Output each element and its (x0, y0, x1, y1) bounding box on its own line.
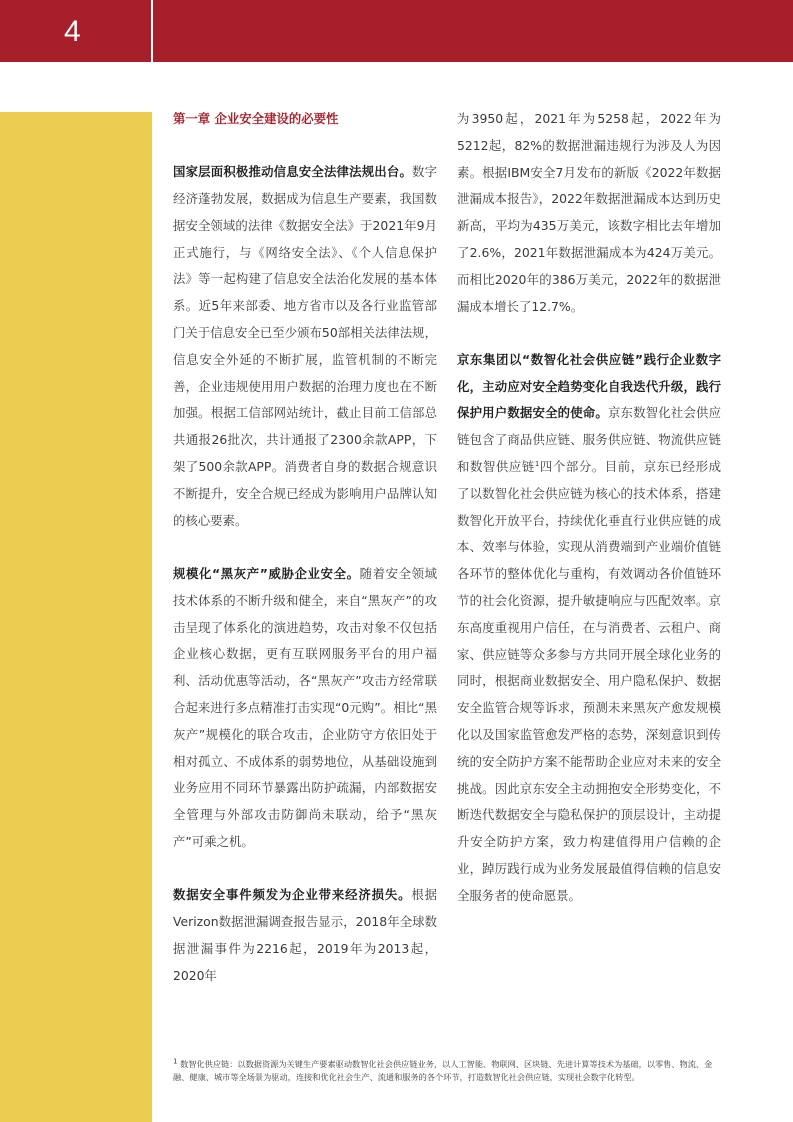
page-number: 4 (64, 15, 81, 48)
paragraph-body: 随着安全领域技术体系的不断升级和健全，来自“黑灰产”的攻击呈现了体系化的演进趋势，攻击对象不仅包括企业核心数据，更有互联网服务平台的用户福利、活动优惠等活动，各“黑灰产”攻击方经常联合起来进行多点精准打击实现“0元购”。相比“黑灰产”规模化的联合攻击，企业防守方依旧处于相对孤立、不成体系的弱势地位，从基础设施到业务应用不同环节暴露出防护疏漏，内部数据安全管理与外部攻击防御尚未联动，给予“黑灰产”可乘之机。 (173, 565, 437, 849)
paragraph-body: 京东数智化社会供应链包含了商品供应链、服务供应链、物流供应链和数智供应链 (457, 405, 722, 475)
chapter-title: 第一章 企业安全建设的必要性 (173, 111, 339, 126)
paragraph-lead: 规模化“黑灰产”威胁企业安全。 (173, 565, 360, 581)
header-bar (0, 0, 793, 62)
paragraph-jd (457, 347, 721, 910)
footnote (173, 1058, 723, 1083)
side-color-band (0, 112, 152, 1122)
footnote-ref[interactable]: 1 (534, 459, 540, 468)
paragraph-lead: 数据安全事件频发为企业带来经济损失。 (173, 887, 412, 903)
left-column (173, 106, 437, 989)
paragraph-lead: 京东集团以“数智化社会供应链”践行企业数字化，主动应对安全趋势变化自我迭代升级，践行保护用户数据安全的使命。 (457, 351, 721, 421)
footnote-marker: 1 (173, 1057, 178, 1066)
paragraph-body: 数字经济蓬勃发展，数据成为信息生产要素，我国数据安全领域的法律《数据安全法》于2021年9月正式施行，与《网络安全法》、《个人信息保护法》等一起构建了信息安全法治化发展的基本体系。近5年来部委、地方省市以及各行业监管部门关于信息安全已至少颁布50部相关法律法规，信息安全外延的不断扩展，监管机制的不断完善，企业违规使用用户数据的治理力度也在不断加强。根据工信部网站统计，截止目前工信部总共通报26批次，共计通报了2300余款APP，下架了500余款APP。消费者自身的数据合规意识不断提升，安全合规已经成为影响用户品牌认知的核心要素。 (173, 164, 438, 528)
paragraph-body: 根据Verizon数据泄漏调查报告显示，2018年全球数据泄漏事件为2216起，2019年为2013起，2020年 (173, 887, 438, 983)
paragraph-lead: 国家层面积极推动信息安全法律法规出台。 (173, 164, 413, 180)
paragraph-legal (173, 159, 437, 534)
paragraph-blackgray (173, 561, 437, 856)
paragraph-body: 四个部分。目前，京东已经形成了以数智化社会供应链为核心的技术体系，搭建数智化开放平台，持续优化垂直行业供应链的成本、效率与体验，实现从消费端到产业端价值链各环节的整体优化与重构，有效调动各价值链环节的社会化资源，提升敏捷响应与匹配效率。京东高度重视用户信任，在与消费者、云租户、商家、供应链等众多参与方共同开展全球化业务的同时，根据商业数据安全、用户隐私保护、数据安全监管合规等诉求，预测未来黑灰产愈发规模化以及国家监管愈发严格的态势，深刻意识到传统的安全防护方案不能帮助企业应对未来的安全挑战。因此京东安全主动拥抱安全形势变化，不断迭代数据安全与隐私保护的顶层设计，主动提升安全防护方案，致力构建值得用户信赖的企业，踔厉践行成为业务发展最值得信赖的信息安全服务者的使命愿景。 (457, 459, 721, 903)
paragraph-breach (173, 882, 437, 989)
right-column (457, 106, 721, 910)
footnote-text: 数智化供应链：以数据资源为关键生产要素驱动数智化社会供应链业务，以人工智能、物联网、区块链、先进计算等技术为基础，以零售、物流、金融、健康、城市等全场景为驱动，连接和优化社会生产、流通和服务的各个环节，打造数智化社会供应链，实现社会数字化转型。 (173, 1059, 713, 1082)
paragraph-breach-continued: 为3950起，2021年为5258起，2022年为5212起，82%的数据泄漏违规行为涉及人为因素。根据IBM安全7月发布的新版《2022年数据泄漏成本报告》，2022年数据泄漏成本达到历史新高，平均为435万美元，该数字相比去年增加了2.6%，2021年数据泄漏成本为424万美元。而相比2020年的386万美元，2022年的数据泄漏成本增长了12.7%。 (457, 111, 721, 314)
header-divider (151, 0, 153, 62)
